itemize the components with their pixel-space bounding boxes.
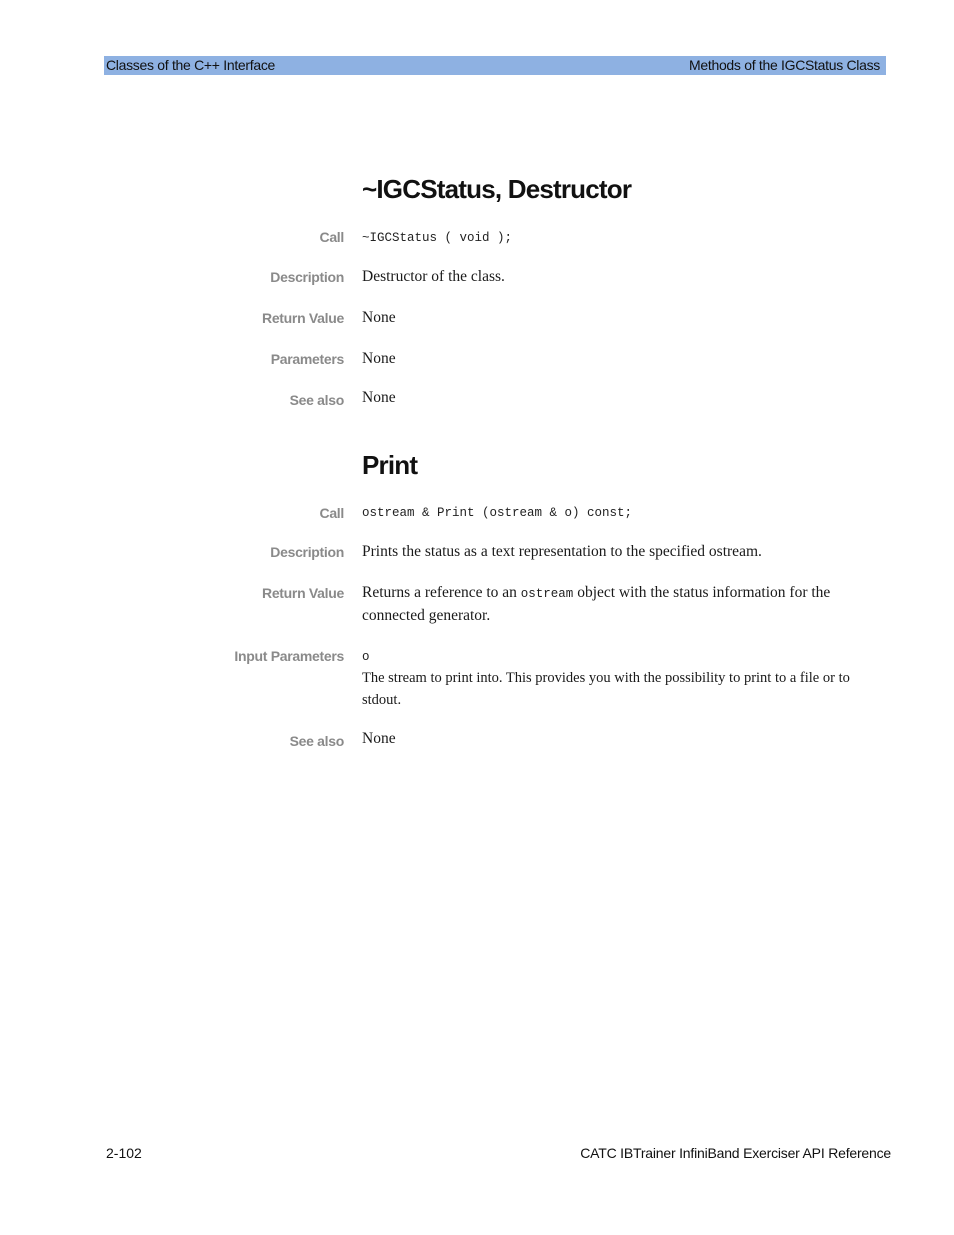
section-title-destructor: ~IGCStatus, Destructor bbox=[362, 174, 632, 204]
header-chapter: Classes of the C++ Interface bbox=[106, 57, 276, 73]
see-also-label: See also bbox=[289, 392, 344, 408]
see-also-text: None bbox=[362, 389, 396, 406]
return-value-label: Return Value bbox=[262, 585, 344, 601]
return-value-label: Return Value bbox=[262, 310, 344, 326]
call-signature: ~IGCStatus ( void ); bbox=[362, 231, 513, 245]
page-number: 2-102 bbox=[106, 1145, 142, 1161]
param-description: The stream to print into. This provides you with the possibility to print to a file or to stdout. bbox=[362, 670, 850, 708]
description-label: Description bbox=[270, 544, 344, 560]
param-name: o bbox=[362, 650, 370, 664]
see-also-text: None bbox=[362, 730, 396, 747]
call-label: Call bbox=[319, 229, 344, 245]
return-value-text: None bbox=[362, 309, 396, 326]
parameters-label: Parameters bbox=[270, 351, 344, 367]
section-title-print: Print bbox=[362, 450, 418, 480]
parameters-text: None bbox=[362, 350, 396, 367]
description-text: Prints the status as a text representation to the specified ostream. bbox=[362, 543, 762, 560]
return-type-code: ostream bbox=[520, 587, 574, 601]
header-section: Methods of the IGCStatus Class bbox=[689, 57, 880, 73]
running-header bbox=[104, 56, 886, 75]
return-value-text bbox=[362, 582, 882, 627]
call-signature: ostream & Print (ostream & o) const; bbox=[362, 506, 633, 520]
description-text: Destructor of the class. bbox=[362, 268, 505, 285]
see-also-label: See also bbox=[289, 733, 344, 749]
input-parameters-label: Input Parameters bbox=[234, 648, 344, 664]
return-text-after: object with the status information for the connected generator. bbox=[362, 584, 831, 624]
return-text-before: Returns a reference to an bbox=[362, 584, 521, 601]
call-label: Call bbox=[319, 505, 344, 521]
document-title: CATC IBTrainer InfiniBand Exerciser API Reference bbox=[580, 1145, 891, 1161]
description-label: Description bbox=[270, 269, 344, 285]
